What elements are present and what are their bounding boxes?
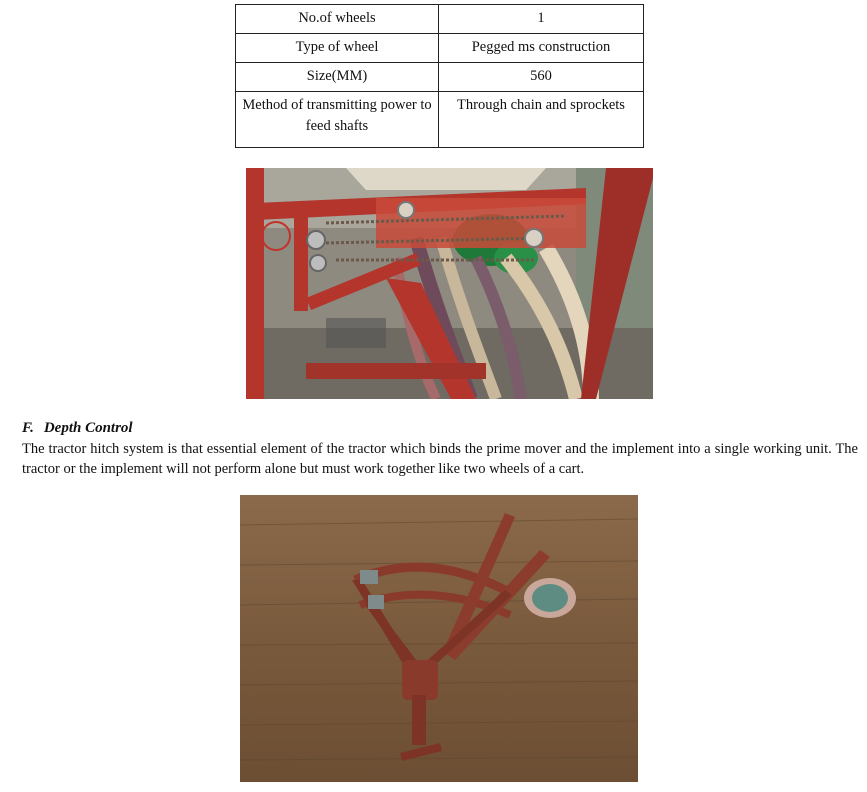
depth-control-photo (240, 495, 638, 782)
table-cell-value: 560 (439, 63, 644, 92)
section-title: Depth Control (43, 420, 133, 436)
table-row (236, 34, 644, 63)
table-row (236, 92, 644, 148)
table-cell-label: Type of wheel (236, 34, 439, 63)
table-row (236, 5, 644, 34)
section-heading (22, 420, 133, 437)
table-cell-value: Pegged ms construction (439, 34, 644, 63)
table-cell-label: Size(MM) (236, 63, 439, 92)
table-cell-label: No.of wheels (236, 5, 439, 34)
specification-table (235, 4, 644, 148)
body-paragraph: The tractor hitch system is that essential element of the tractor which binds the prime mover and the implement into a single working unit. The tractor or the implement will not perform alone but must work together like two wheels of a cart. (22, 441, 858, 477)
section-number: F. (22, 420, 34, 436)
table-cell-label: Method of transmitting power to feed shafts (236, 92, 439, 148)
seed-drill-photo (246, 168, 653, 399)
table-cell-value: Through chain and sprockets (439, 92, 644, 148)
table-row (236, 63, 644, 92)
table-cell-value: 1 (439, 5, 644, 34)
